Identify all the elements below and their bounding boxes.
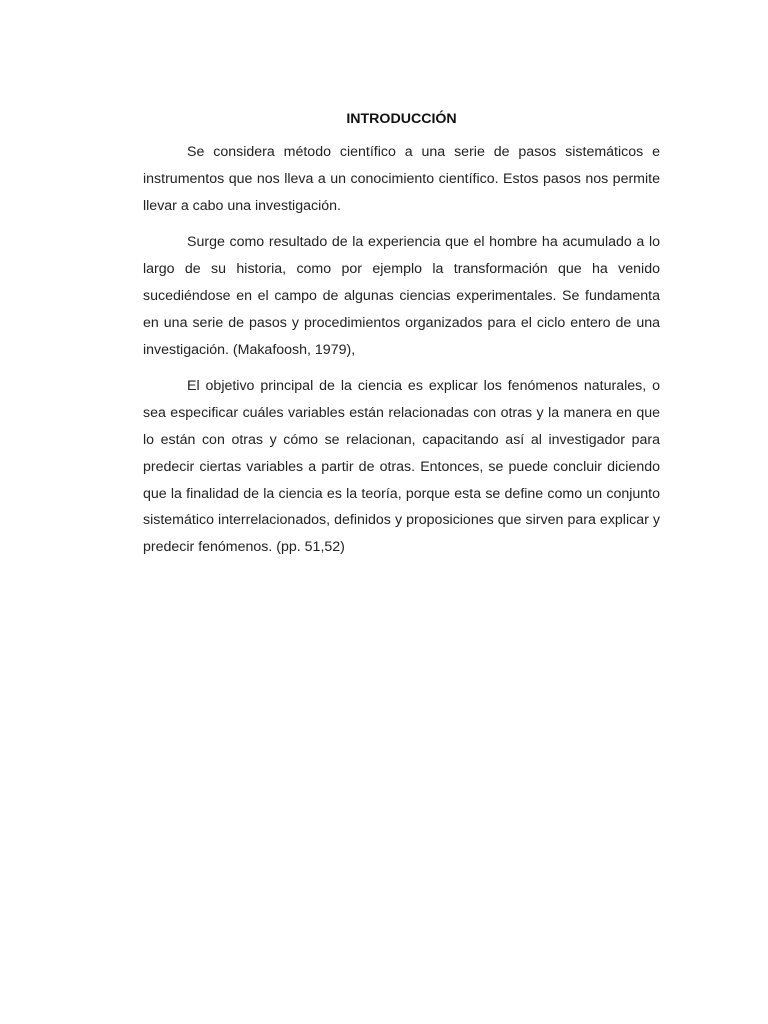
paragraph-1: Se considera método científico a una serie de pasos sistemáticos e instrumentos que nos lleva a un conocimiento científico. Estos pasos nos permite llevar a cabo una investigación. xyxy=(143,144,660,214)
document-body xyxy=(143,108,660,571)
paragraph-2: Surge como resultado de la experiencia que el hombre ha acumulado a lo largo de su historia, como por ejemplo la transformación que ha venido sucediéndose en el campo de algunas ciencias experimentales. Se fundamenta en una serie de pasos y procedimientos organizados para el ciclo entero de una investigación. (Makafoosh, 1979), xyxy=(143,234,660,358)
page-title: INTRODUCCIÓN xyxy=(346,111,457,127)
paragraph-3: El objetivo principal de la ciencia es explicar los fenómenos naturales, o sea especificar cuáles variables están relacionadas con otras y la manera en que lo están con otras y cómo se relacionan, capacitando así al investigador para predecir ciertas variables a partir de otras. Entonces, se puede concluir diciendo que la finalidad de la ciencia es la teoría, porque esta se define como un conjunto sistemático interrelacionados, definidos y proposiciones que sirven para explicar y predecir fenómenos. (pp. 51,52) xyxy=(143,378,660,556)
